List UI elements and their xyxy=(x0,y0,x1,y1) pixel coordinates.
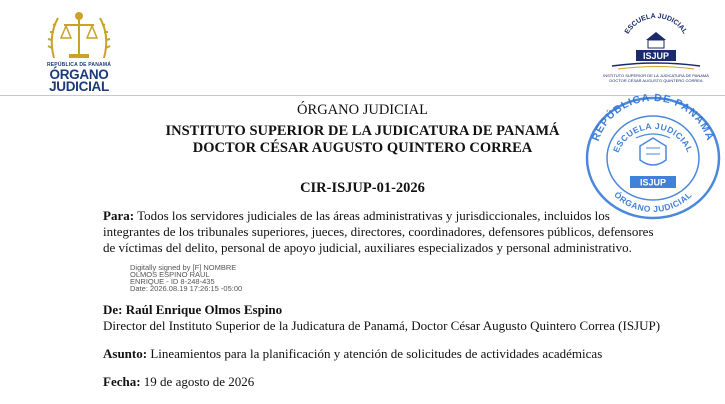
justice-scales-icon xyxy=(44,6,114,62)
title-line-doctor: DOCTOR CÉSAR AUGUSTO QUINTERO CORREA xyxy=(192,140,533,156)
organo-logo-line1: ÓRGANO xyxy=(49,67,109,82)
title-line-organo: ÓRGANO JUDICIAL xyxy=(297,102,428,118)
fecha-label: Fecha: xyxy=(103,374,141,389)
organo-logo-line2: JUDICIAL xyxy=(49,79,109,94)
signature-line4: Date: 2026.08.19 17:26:15 -05:00 xyxy=(130,284,243,293)
fecha-text: 19 de agosto de 2026 xyxy=(143,374,255,389)
isjup-acronym: ISJUP xyxy=(642,51,670,61)
fecha-line xyxy=(103,374,254,390)
para-line-1 xyxy=(103,208,610,224)
stamp-bottom-text: ÓRGANO JUDICIAL xyxy=(612,189,694,214)
para-text-line2: integrantes de los tribunales superiores, jueces, directores, coordinadores, defensores públicos, defensores xyxy=(103,224,654,239)
para-text-line3: de víctimas del delito, personal de apoyo judicial, auxiliares especializados y personal administrativo. xyxy=(103,240,632,255)
signature-line1: Digitally signed by [F] NOMBRE xyxy=(130,263,237,272)
signature-line3: ENRIQUE - ID 8-248-435 xyxy=(130,277,215,286)
asunto-line xyxy=(103,346,602,362)
organo-judicial-logo xyxy=(44,6,114,94)
de-label: De: xyxy=(103,302,123,317)
asunto-label: Asunto: xyxy=(103,346,148,361)
signature-line2: OLMOS ESPINO RAUL xyxy=(130,270,210,279)
stamp-acronym: ISJUP xyxy=(639,177,667,188)
isjup-caption-line1: INSTITUTO SUPERIOR DE LA JUDICATURA DE PANAMÁ xyxy=(603,73,709,78)
isjup-arc-text: ESCUELA JUDICIAL xyxy=(623,12,689,36)
de-name: Raúl Enrique Olmos Espino xyxy=(125,302,283,317)
de-line xyxy=(103,302,282,318)
title-line-instituto: INSTITUTO SUPERIOR DE LA JUDICATURA DE PANAMÁ xyxy=(165,123,560,139)
document-code: CIR-ISJUP-01-2026 xyxy=(300,180,425,196)
para-label: Para: xyxy=(103,208,135,223)
para-text-line1: Todos los servidores judiciales de las áreas administrativas y jurisdiccionales, incluidos los xyxy=(137,208,610,223)
isjup-logo xyxy=(602,10,710,90)
organo-logo-top-text: REPÚBLICA DE PANAMÁ xyxy=(46,62,112,68)
stamp-top-text: REPÚBLICA DE PANAMÁ xyxy=(589,92,717,143)
stamp-middle-text: ESCUELA JUDICIAL xyxy=(610,120,696,155)
isjup-caption-line2: DOCTOR CÉSAR AUGUSTO QUINTERO CORREA xyxy=(609,78,703,83)
asunto-text: Lineamientos para la planificación y atención de solicitudes de actividades académicas xyxy=(150,346,603,361)
isjup-emblem-icon xyxy=(602,10,710,72)
de-position: Director del Instituto Superior de la Judicatura de Panamá, Doctor César Augusto Quintero Correa (ISJUP) xyxy=(103,318,661,333)
